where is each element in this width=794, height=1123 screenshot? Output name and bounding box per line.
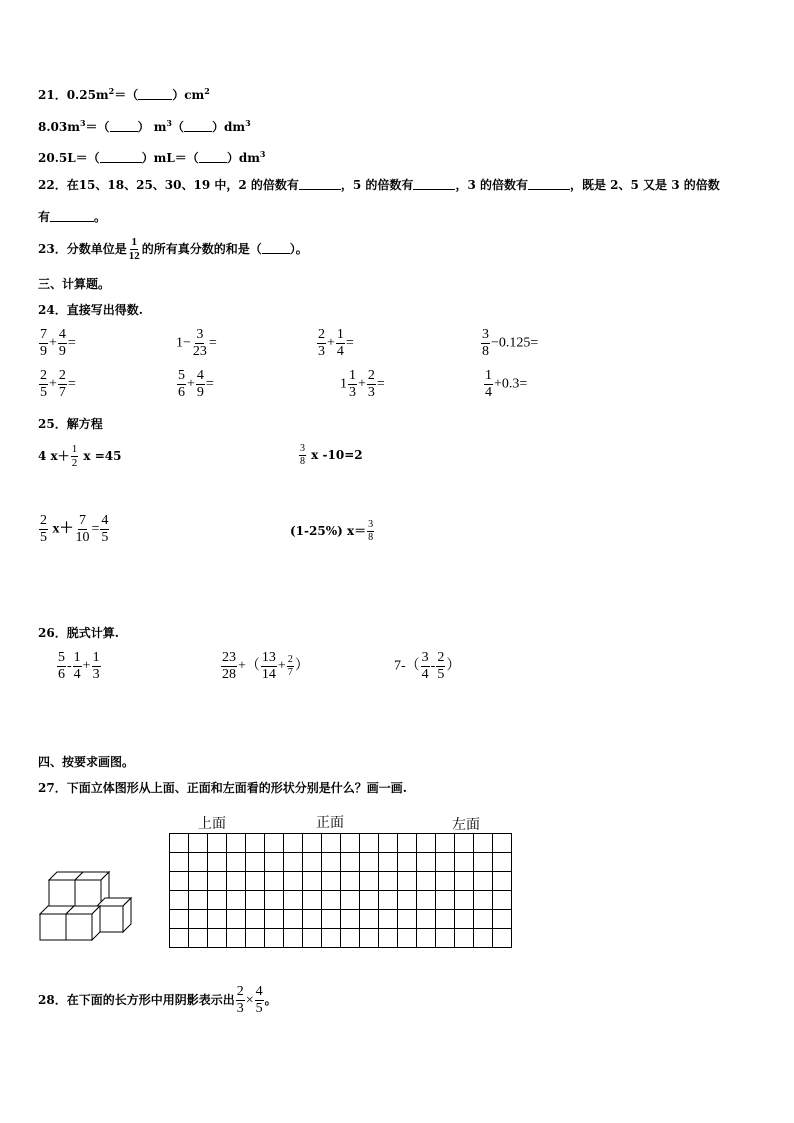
grid-cell[interactable]	[360, 891, 379, 910]
q24-item-4: $\frac{3}{8}$ −0.125=	[482, 327, 539, 359]
grid-cell[interactable]	[474, 910, 493, 929]
q28: 28．在下面的长方形中用阴影表示出 $\frac{2}{3}$ × $\frac{4}{5}$ 。	[38, 984, 277, 1016]
q27-title: 27．下面立体图形从上面、正面和左面看的形状分别是什么？画一画.	[38, 781, 407, 795]
grid-cell[interactable]	[284, 891, 303, 910]
grid-cell[interactable]	[284, 834, 303, 853]
grid-cell[interactable]	[341, 891, 360, 910]
q24-item-2: 1− $\frac{3}{23}$ =	[176, 327, 217, 359]
grid-cell[interactable]	[208, 891, 227, 910]
grid-cell[interactable]	[303, 891, 322, 910]
grid-cell[interactable]	[436, 929, 455, 948]
grid-cell[interactable]	[341, 872, 360, 891]
grid-cell[interactable]	[341, 929, 360, 948]
answer-blank[interactable]	[528, 178, 570, 190]
grid-cell[interactable]	[493, 910, 512, 929]
q25-equation-3: $\frac{2}{5}$ x＋ $\frac{7}{10}$ = $\frac{4}{5}$	[40, 513, 109, 545]
q25-equation-1: 4 x＋ $\frac{1}{2}$ x =45	[38, 443, 122, 469]
grid-cell[interactable]	[265, 910, 284, 929]
grid-cell[interactable]	[398, 910, 417, 929]
grid-cell[interactable]	[208, 834, 227, 853]
q26-title: 26．脱式计算.	[38, 626, 119, 640]
grid-cell[interactable]	[322, 910, 341, 929]
q24-item-5: $\frac{2}{5}$ + $\frac{2}{7}$ =	[40, 368, 76, 400]
grid-cell[interactable]	[170, 834, 189, 853]
grid-cell[interactable]	[398, 891, 417, 910]
q25-equation-2: $\frac{3}{8}$ x -10=2	[300, 443, 363, 467]
q22-line1: 22．在15、18、25、30、19 中，2 的倍数有 ，5 的倍数有 ，3 的倍数有 ，既是 2、5 又是 3 的倍数	[38, 178, 720, 192]
grid-cell[interactable]	[322, 872, 341, 891]
grid-cell[interactable]	[379, 929, 398, 948]
grid-cell[interactable]	[246, 872, 265, 891]
cube-stack-figure	[36, 868, 136, 942]
grid-cell[interactable]	[208, 929, 227, 948]
q24-item-3: $\frac{2}{3}$ + $\frac{1}{4}$ =	[318, 327, 354, 359]
grid-cell[interactable]	[170, 910, 189, 929]
grid-cell[interactable]	[398, 929, 417, 948]
grid-cell[interactable]	[474, 853, 493, 872]
grid-cell[interactable]	[455, 891, 474, 910]
grid-cell[interactable]	[303, 834, 322, 853]
answer-blank[interactable]	[138, 88, 172, 100]
grid-cell[interactable]	[379, 834, 398, 853]
q26-expression-2: $\frac{23}{28}$ +（ $\frac{13}{14}$ + $\frac{2}{7}$ ）	[222, 650, 309, 682]
grid-cell[interactable]	[208, 853, 227, 872]
grid-cell[interactable]	[246, 929, 265, 948]
q21-line2: $8.03m^3=$（ ） $m^3$（ ）$dm^3$	[38, 118, 251, 134]
grid-cell[interactable]	[170, 853, 189, 872]
grid-cell[interactable]	[189, 872, 208, 891]
grid-cell[interactable]	[493, 834, 512, 853]
grid-cell[interactable]	[436, 891, 455, 910]
answer-blank[interactable]	[299, 178, 341, 190]
grid-cell[interactable]	[284, 910, 303, 929]
grid-cell[interactable]	[341, 910, 360, 929]
view-label-front: 正面	[316, 815, 344, 831]
grid-cell[interactable]	[265, 834, 284, 853]
q25-title: 25．解方程	[38, 417, 103, 431]
grid-cell[interactable]	[493, 853, 512, 872]
grid-cell[interactable]	[303, 872, 322, 891]
grid-cell[interactable]	[436, 834, 455, 853]
grid-cell[interactable]	[455, 853, 474, 872]
answer-blank[interactable]	[100, 151, 142, 163]
grid-cell[interactable]	[189, 910, 208, 929]
grid-cell[interactable]	[417, 910, 436, 929]
grid-cell[interactable]	[436, 872, 455, 891]
q21-line3: 20.5L＝（ ）mL＝（ ）$dm^3$	[38, 149, 266, 165]
grid-cell[interactable]	[322, 891, 341, 910]
grid-cell[interactable]	[455, 910, 474, 929]
grid-cell[interactable]	[493, 891, 512, 910]
grid-cell[interactable]	[417, 853, 436, 872]
grid-cell[interactable]	[189, 891, 208, 910]
grid-cell[interactable]	[208, 872, 227, 891]
grid-cell[interactable]	[170, 929, 189, 948]
q24-title: 24．直接写出得数.	[38, 303, 143, 317]
grid-cell[interactable]	[398, 872, 417, 891]
grid-cell[interactable]	[474, 929, 493, 948]
grid-cell[interactable]	[246, 853, 265, 872]
q24-item-1: $\frac{7}{9}$ + $\frac{4}{9}$ =	[40, 327, 76, 359]
answer-blank[interactable]	[110, 120, 138, 132]
grid-cell[interactable]	[265, 853, 284, 872]
q24-item-7: 1 $\frac{1}{3}$ + $\frac{2}{3}$ =	[340, 368, 385, 400]
grid-cell[interactable]	[265, 872, 284, 891]
q25-equation-4: (1-25%) x＝ $\frac{3}{8}$	[290, 519, 374, 543]
grid-cell[interactable]	[379, 891, 398, 910]
grid-cell[interactable]	[246, 910, 265, 929]
view-label-top: 上面	[198, 816, 226, 832]
answer-blank[interactable]	[50, 210, 94, 222]
q23: 23．分数单位是 $\frac{1}{12}$ 的所有真分数的和是（ ）。	[38, 236, 308, 262]
grid-cell[interactable]	[360, 929, 379, 948]
q24-item-6: $\frac{5}{6}$ + $\frac{4}{9}$ =	[178, 368, 214, 400]
grid-cell[interactable]	[493, 929, 512, 948]
grid-cell[interactable]	[455, 929, 474, 948]
grid-cell[interactable]	[189, 929, 208, 948]
q26-expression-3: 7-（ $\frac{3}{4}$ - $\frac{2}{5}$ ）	[394, 650, 461, 682]
q26-expression-1: $\frac{5}{6}$ - $\frac{1}{4}$ + $\frac{1}{3}$	[58, 650, 100, 682]
grid-cell[interactable]	[417, 929, 436, 948]
grid-cell[interactable]	[189, 853, 208, 872]
grid-cell[interactable]	[170, 891, 189, 910]
grid-cell[interactable]	[189, 834, 208, 853]
grid-cell[interactable]	[474, 872, 493, 891]
answer-blank[interactable]	[262, 242, 290, 254]
answer-blank[interactable]	[199, 151, 227, 163]
grid-cell[interactable]	[284, 872, 303, 891]
grid-cell[interactable]	[246, 891, 265, 910]
grid-cell[interactable]	[284, 853, 303, 872]
grid-cell[interactable]	[360, 834, 379, 853]
section-3-heading: 三、计算题。	[38, 277, 111, 291]
grid-cell[interactable]	[284, 929, 303, 948]
grid-cell[interactable]	[379, 910, 398, 929]
answer-blank[interactable]	[413, 178, 455, 190]
grid-cell[interactable]	[227, 929, 246, 948]
answer-blank[interactable]	[184, 120, 212, 132]
grid-cell[interactable]	[227, 910, 246, 929]
grid-cell[interactable]	[170, 872, 189, 891]
grid-cell[interactable]	[455, 872, 474, 891]
grid-cell[interactable]	[208, 910, 227, 929]
view-label-left: 左面	[452, 817, 480, 833]
grid-cell[interactable]	[227, 872, 246, 891]
grid-cell[interactable]	[455, 834, 474, 853]
grid-cell[interactable]	[341, 853, 360, 872]
grid-cell[interactable]	[417, 834, 436, 853]
grid-cell[interactable]	[303, 853, 322, 872]
grid-cell[interactable]	[322, 929, 341, 948]
grid-cell[interactable]	[246, 834, 265, 853]
grid-cell[interactable]	[303, 929, 322, 948]
grid-cell[interactable]	[265, 891, 284, 910]
section-4-heading: 四、按要求画图。	[38, 755, 135, 769]
q24-item-8: $\frac{1}{4}$ +0.3=	[485, 368, 528, 400]
grid-cell[interactable]	[303, 910, 322, 929]
drawing-grid[interactable]	[169, 833, 512, 948]
grid-cell[interactable]	[341, 834, 360, 853]
grid-cell[interactable]	[436, 910, 455, 929]
grid-cell[interactable]	[227, 853, 246, 872]
q21-line1: 21．$0.25m^2=$（ ）$cm^2$	[38, 86, 210, 102]
grid-cell[interactable]	[265, 929, 284, 948]
grid-cell[interactable]	[493, 872, 512, 891]
grid-cell[interactable]	[322, 834, 341, 853]
grid-cell[interactable]	[360, 872, 379, 891]
grid-cell[interactable]	[360, 853, 379, 872]
grid-cell[interactable]	[227, 834, 246, 853]
grid-cell[interactable]	[436, 853, 455, 872]
grid-cell[interactable]	[360, 910, 379, 929]
grid-cell[interactable]	[398, 853, 417, 872]
grid-cell[interactable]	[379, 853, 398, 872]
grid-cell[interactable]	[474, 834, 493, 853]
q22-line2: 有 。	[38, 210, 107, 224]
grid-cell[interactable]	[417, 872, 436, 891]
grid-cell[interactable]	[417, 891, 436, 910]
grid-cell[interactable]	[379, 872, 398, 891]
grid-cell[interactable]	[227, 891, 246, 910]
grid-cell[interactable]	[398, 834, 417, 853]
grid-cell[interactable]	[474, 891, 493, 910]
grid-cell[interactable]	[322, 853, 341, 872]
